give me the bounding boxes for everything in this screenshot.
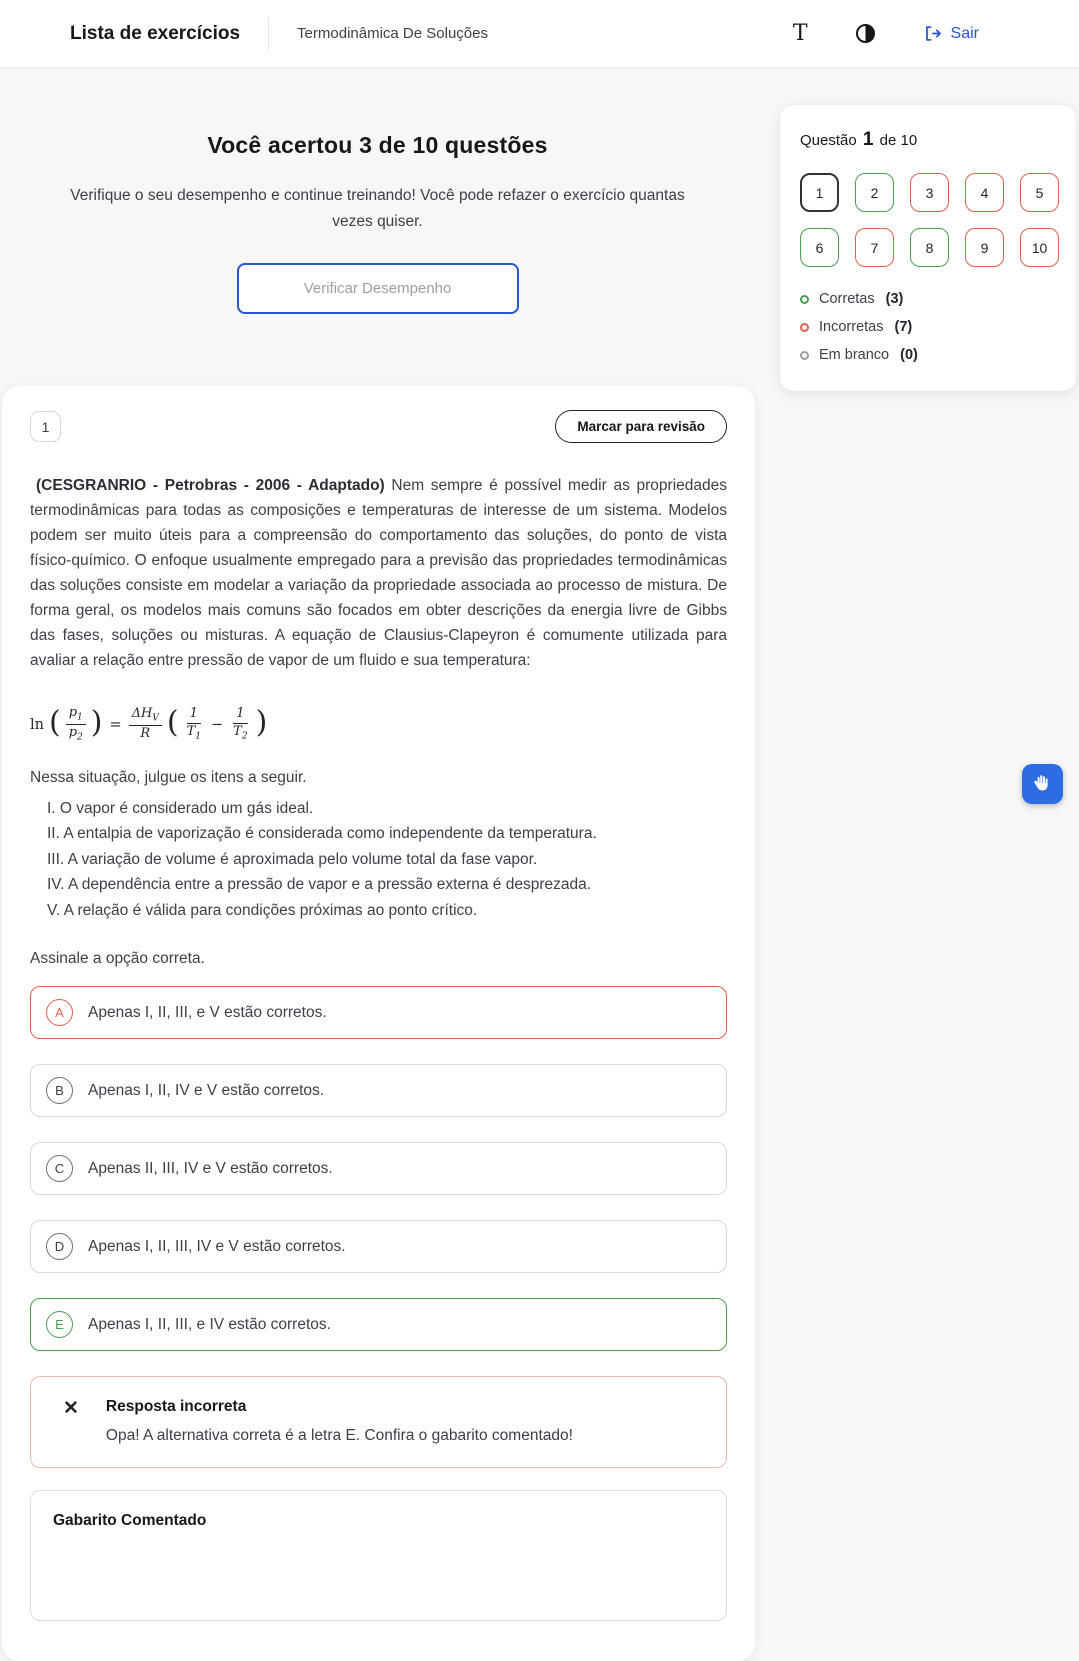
option-e[interactable] — [30, 1298, 727, 1351]
question-nav-prefix: Questão — [800, 132, 857, 149]
question-nav-button-2[interactable]: 2 — [855, 173, 894, 212]
logout-icon — [923, 24, 942, 43]
legend-correct-dot — [800, 295, 809, 304]
option-c[interactable] — [30, 1142, 727, 1195]
question-statement — [30, 473, 727, 673]
question-instruction: Assinale a opção correta. — [30, 950, 205, 968]
feedback-texts — [106, 1398, 573, 1445]
legend-blank-count: (0) — [900, 347, 918, 363]
clausius-clapeyron-formula — [30, 705, 727, 745]
legend-correct-count: (3) — [885, 291, 904, 307]
option-b-text: Apenas I, II, IV e V estão corretos. — [88, 1081, 325, 1099]
option-a[interactable] — [30, 986, 727, 1039]
item-IV: IV. A dependência entre a pressão de vapor e a pressão externa é desprezada. — [47, 876, 592, 894]
legend-incorrect — [800, 319, 1056, 335]
option-a-text: Apenas I, II, III, e V estão corretos. — [88, 1003, 327, 1021]
mark-for-review-button[interactable]: Marcar para revisão — [555, 410, 727, 443]
formula-equals: = — [109, 716, 122, 733]
question-card — [2, 386, 755, 1661]
formula-paren: ( — [48, 704, 61, 740]
question-nav-button-3[interactable]: 3 — [910, 173, 949, 212]
item-III: III. A variação de volume é aproximada pelo volume total da fase vapor. — [47, 850, 538, 868]
legend-correct — [800, 291, 1056, 307]
question-nav-button-10[interactable]: 10 — [1020, 228, 1059, 267]
legend-incorrect-dot — [800, 323, 809, 332]
question-prompt: Nessa situação, julgue os itens a seguir. — [30, 768, 307, 786]
question-nav-suffix: de 10 — [879, 132, 918, 149]
question-nav-button-7[interactable]: 7 — [855, 228, 894, 267]
results-legend — [800, 291, 1056, 363]
text-size-icon: T — [792, 20, 808, 46]
question-nav-button-4[interactable]: 4 — [965, 173, 1004, 212]
formula-paren: ) — [90, 704, 103, 740]
results-subtitle: Verifique o seu desempenho e continue treinando! Você pode refazer o exercício quantas vezes quiser. — [70, 187, 685, 230]
question-nav-button-6[interactable]: 6 — [800, 228, 839, 267]
topbar-divider — [268, 17, 269, 51]
question-nav-button-5[interactable]: 5 — [1020, 173, 1059, 212]
option-d[interactable] — [30, 1220, 727, 1273]
results-title: Você acertou 3 de 10 questões — [207, 132, 548, 158]
item-V: V. A relação é válida para condições próximas ao ponto crítico. — [47, 901, 478, 919]
topbar-actions — [792, 20, 979, 46]
answer-key-section — [30, 1490, 727, 1621]
sign-language-hand-icon — [1032, 773, 1054, 795]
contrast-toggle-button[interactable] — [856, 24, 875, 43]
sign-language-accessibility-button[interactable] — [1022, 764, 1063, 804]
option-c-letter-badge: C — [46, 1155, 73, 1182]
item-II: II. A entalpia de vaporização é considerada como independente da temperatura. — [47, 825, 597, 843]
formula-ln: ln — [30, 716, 44, 733]
question-nav-button-1[interactable]: 1 — [800, 173, 839, 212]
feedback-message: Opa! A alternativa correta é a letra E. Confira o gabarito comentado! — [105, 1427, 573, 1445]
question-nav-grid — [800, 173, 1056, 267]
question-number-badge: 1 — [30, 411, 61, 442]
legend-correct-label: Corretas — [819, 291, 875, 307]
answer-key-title: Gabarito Comentado — [53, 1512, 207, 1530]
close-icon: ✕ — [63, 1398, 79, 1420]
formula-fraction-p1-p2: $\frac{p_1}{p_2}$ — [66, 705, 86, 745]
option-d-letter-badge: D — [46, 1233, 73, 1260]
question-nav-current: 1 — [862, 129, 874, 150]
option-b-letter-badge: B — [46, 1077, 73, 1104]
logout-button[interactable] — [923, 24, 979, 43]
results-summary — [0, 68, 755, 314]
legend-blank-label: Em branco — [819, 347, 890, 363]
option-e-text: Apenas I, II, III, e IV estão corretos. — [88, 1315, 331, 1333]
feedback-title: Resposta incorreta — [105, 1398, 247, 1416]
option-a-letter-badge: A — [46, 999, 73, 1026]
logout-label: Sair — [950, 24, 979, 42]
legend-blank-dot — [800, 351, 809, 360]
answer-feedback — [30, 1376, 727, 1468]
formula-minus: − — [211, 716, 224, 733]
legend-incorrect-label: Incorretas — [819, 319, 884, 335]
option-b[interactable] — [30, 1064, 727, 1117]
question-card-header — [30, 410, 727, 443]
option-c-text: Apenas II, III, IV e V estão corretos. — [88, 1159, 333, 1177]
contrast-icon — [856, 24, 875, 43]
judgement-items — [30, 796, 727, 924]
question-nav-button-8[interactable]: 8 — [910, 228, 949, 267]
formula-fraction-1-t2: $\frac{1}{T_2}$ — [233, 706, 248, 742]
option-d-text: Apenas I, II, III, IV e V estão corretos. — [88, 1237, 346, 1255]
formula-paren: ) — [255, 704, 268, 740]
topbar — [0, 0, 1079, 68]
legend-incorrect-count: (7) — [894, 319, 913, 335]
question-body: Nem sempre é possível medir as propriedades termodinâmicas para todas as composições e temperaturas de interesse de um sistema. Modelos podem ser muito úteis para a compreensão do comportamento das soluções, do ponto de vista físico-químico. O enfoque usualmente empregado para a previsão das propriedades termodinâmicas das soluções consiste em modelar a variação da propriedade associada ao processo de mistura. De forma geral, os modelos mais comuns são focados em obter descrições da energia livre de Gibbs das fases, soluções ou misturas. A equação de Clausius-Clapeyron é comumente utilizada para avaliar a relação entre pressão de vapor de um fluido e sua temperatura: — [30, 477, 727, 669]
main-column — [0, 68, 755, 1661]
formula-fraction-1-t1: $\frac{1}{T_1}$ — [186, 706, 201, 742]
question-nav-button-9[interactable]: 9 — [965, 228, 1004, 267]
question-nav-header — [800, 129, 1056, 151]
question-nav-card — [780, 105, 1076, 391]
text-size-button[interactable] — [792, 20, 808, 46]
question-source: (CESGRANRIO - Petrobras - 2006 - Adaptado) — [36, 477, 385, 494]
exercise-title: Termodinâmica De Soluções — [297, 25, 488, 42]
formula-fraction-dhv-r: $\frac{\Delta H_V}{R}$ — [129, 706, 162, 743]
option-e-letter-badge: E — [46, 1311, 73, 1338]
verify-performance-button[interactable]: Verificar Desempenho — [237, 263, 519, 314]
item-I: I. O vapor é considerado um gás ideal. — [47, 799, 314, 817]
app-title: Lista de exercícios — [70, 22, 241, 44]
formula-paren: ( — [166, 704, 179, 740]
legend-blank — [800, 347, 1056, 363]
